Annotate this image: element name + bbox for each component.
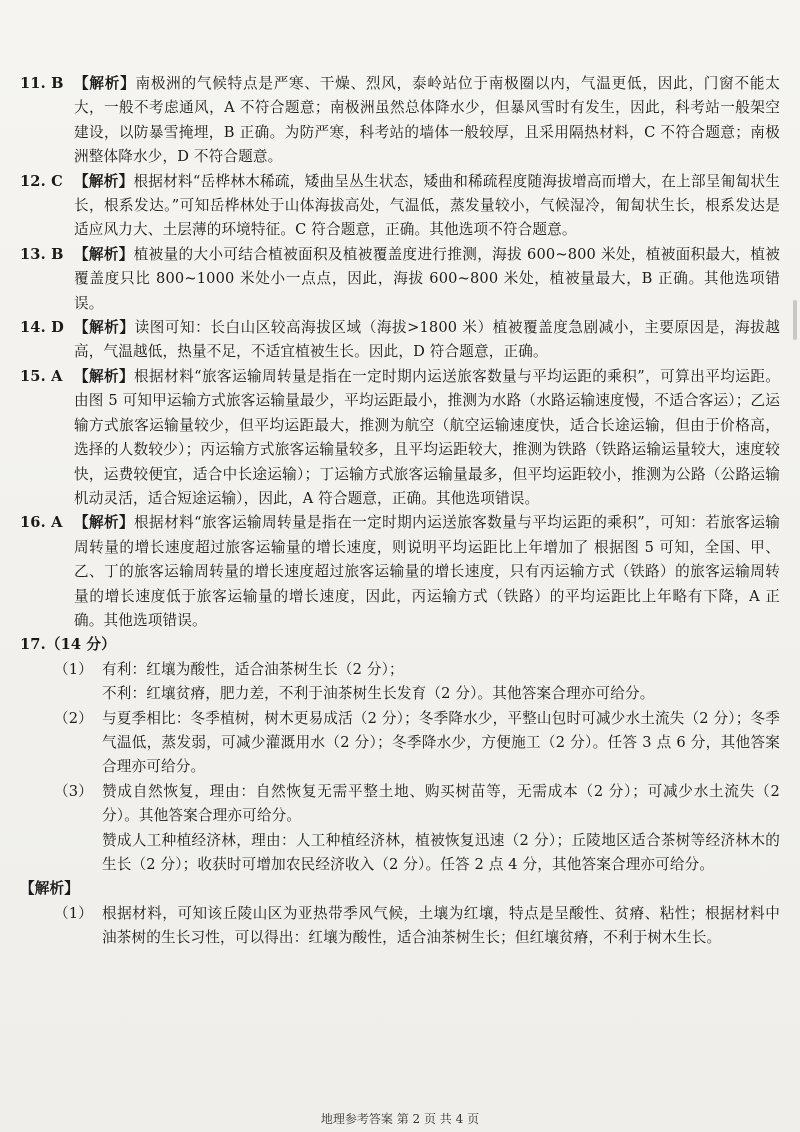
explanation-text: 植被量的大小可结合植被面积及植被覆盖度进行推测，海拔 600~800 米处，植被面积最大，植被覆盖度只比 800~1000 米处小一点点，因此，海拔 600~800 米处，植被量最大，B 正确。其他选项错误。 xyxy=(74,245,780,312)
question-12 xyxy=(20,170,780,243)
explanation-text: 南极洲的气候特点是严寒、干燥、烈风，泰岭站位于南极圈以内，气温更低，因此，门窗不能太大，一般不考虑通风，A 不符合题意；南极洲虽然总体降水少，但暴风雪时有发生，因此，科考站一般架空建设，以防暴雪掩埋，B 正确。为防严寒，科考站的墙体一般较厚，且采用隔热材料，C 不符合题意；南极洲整体降水少，D 不符合题意。 xyxy=(74,75,780,166)
analysis-part-1 xyxy=(54,902,780,951)
q17-part-3 xyxy=(54,780,780,829)
part-answer-favorable: 有利：红壤为酸性，适合油茶树生长（2 分）； xyxy=(102,660,404,678)
page-footer: 地理参考答案 第 2 页 共 4 页 xyxy=(320,1112,480,1126)
explanation-text: 根据材料“旅客运输周转量是指在一定时期内运送旅客数量与平均运距的乘积”，可知：若旅客运输周转量的增长速度超过旅客运输量的增长速度，则说明平均运距比上年增加了 根据图 5 可知，全国、甲、乙、丁的旅客运输周转量的增长速度超过旅客运输量的增长速度，只有丙运输方式（铁路）的旅客运输周转量的增长速度低于旅客运输量的增长速度，因此，丙运输方式（铁路）的平均运距比上年略有下降，A 正确。其他选项错误。 xyxy=(74,514,780,629)
question-explanation xyxy=(74,170,780,243)
part-answer-natural: 赞成自然恢复，理由：自然恢复无需平整土地、购买树苗等，无需成本（2 分）；可减少水土流失（2 分）。其他答案合理亦可给分。 xyxy=(102,782,780,825)
part-number: （1） xyxy=(54,660,93,678)
question-16 xyxy=(20,511,780,633)
question-number: 15. A xyxy=(20,367,63,385)
question-number: 11. B xyxy=(20,75,64,92)
part-answer-artificial: 赞成人工种植经济林，理由：人工种植经济林，植被恢复迅速（2 分）；丘陵地区适合茶树等经济林木的生长（2 分）；收获时可增加农民经济收入（2 分）。任答 2 点 4 分，其他答案合理亦可给分。 xyxy=(102,831,780,873)
question-number: 13. B xyxy=(20,245,64,263)
question-13 xyxy=(20,243,780,316)
scrollbar-thumb[interactable] xyxy=(793,300,797,340)
explanation-text: 根据材料“旅客运输周转量是指在一定时期内运送旅客数量与平均运距的乘积”，可算出平均运距。由图 5 可知甲运输方式旅客运输量最少，平均运距最小，推测为水路（水路运输速度慢，不适合客运）；乙运输方式旅客运输量较少，但平均运距最大，推测为航空（航空运输速度快，适合长途运输，但由于价格高，选择的人数较少）；丙运输方式旅客运输量较多，且平均运距较大，推测为铁路（铁路运输运量较大，速度较快，运费较便宜，适合中长途运输）；丁运输方式旅客运输量最多，但平均运距较小，推测为公路（公路运输机动灵活，适合短途运输），因此，A 符合题意，正确。其他选项错误。 xyxy=(74,367,780,507)
part-number: （1） xyxy=(54,904,93,922)
q17-part-1 xyxy=(54,658,780,682)
question-15 xyxy=(20,365,780,511)
question-number: 17.（14 分） xyxy=(20,636,116,654)
part-number: （3） xyxy=(54,782,93,800)
analysis-tag: 【解析】 xyxy=(74,172,134,190)
question-explanation xyxy=(74,316,780,365)
answer-content xyxy=(20,72,780,951)
analysis-tag: 【解析】 xyxy=(74,245,134,263)
analysis-title: 【解析】 xyxy=(20,880,79,898)
part-answer: 与夏季相比：冬季植树，树木更易成活（2 分）；冬季降水少，平整山包时可减少水土流失（2 分）；冬季气温低，蒸发弱，可减少灌溉用水（2 分）；冬季降水少，方便施工（2 分）。任答 3 点 6 分，其他答案合理亦可给分。 xyxy=(102,709,780,776)
question-number: 16. A xyxy=(20,514,63,532)
question-11 xyxy=(20,72,780,170)
part-answer-unfavorable: 不利：红壤贫瘠，肥力差，不利于油茶树生长发育（2 分）。其他答案合理亦可给分。 xyxy=(102,685,655,703)
part-number: （2） xyxy=(54,709,93,727)
question-number: 14. D xyxy=(20,319,64,337)
question-explanation xyxy=(74,365,780,511)
explanation-text: 读图可知：长白山区较高海拔区域（海拔>1800 米）植被覆盖度急剧减小，主要原因是，海拔越高，气温越低，热量不足，不适宜植被生长。因此，D 符合题意，正确。 xyxy=(74,319,780,361)
explanation-text: 根据材料“岳桦林木稀疏，矮曲呈丛生状态，矮曲和稀疏程度随海拔增高而增大，在上部呈匍匐状生长，根系发达。”可知岳桦林处于山体海拔高处，气温低，蒸发量较小，气候湿冷，匍匐状生长，根系发达是适应风力大、土层薄的环境特征。C 符合题意，正确。其他选项不符合题意。 xyxy=(74,172,780,239)
analysis-text: 根据材料，可知该丘陵山区为亚热带季风气候，土壤为红壤，特点是呈酸性、贫瘠、粘性；根据材料中油茶树的生长习性，可以得出：红壤为酸性，适合油茶树生长；但红壤贫瘠，不利于树木生长。 xyxy=(102,904,780,947)
analysis-tag: 【解析】 xyxy=(74,514,135,532)
question-14 xyxy=(20,316,780,365)
question-explanation xyxy=(74,511,780,633)
analysis-tag: 【解析】 xyxy=(74,319,135,337)
question-17-header xyxy=(20,633,780,657)
question-number: 12. C xyxy=(20,172,63,190)
question-explanation xyxy=(74,243,780,316)
question-explanation xyxy=(74,72,780,170)
analysis-tag: 【解析】 xyxy=(74,75,136,92)
q17-part-2 xyxy=(54,707,780,780)
analysis-tag: 【解析】 xyxy=(74,367,135,385)
